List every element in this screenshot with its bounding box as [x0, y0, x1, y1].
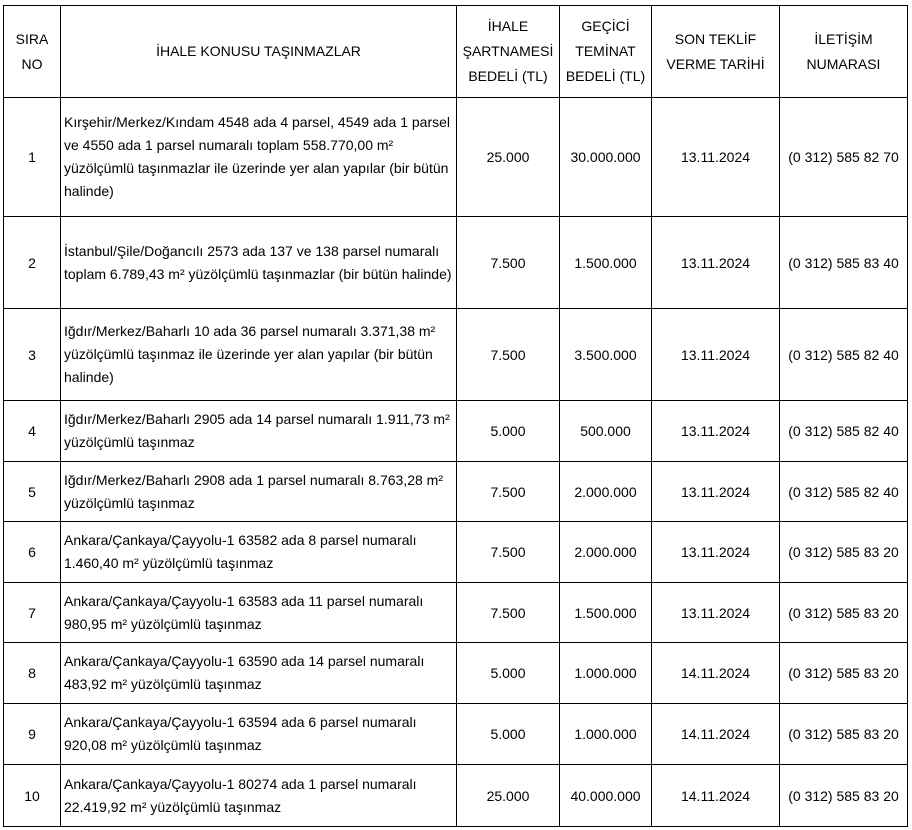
row-deadline: 14.11.2024 [652, 704, 780, 765]
row-phone: (0 312) 585 82 70 [780, 98, 908, 217]
table-row [4, 765, 908, 827]
row-deposit: 40.000.000 [560, 765, 652, 827]
row-phone: (0 312) 585 82 40 [780, 462, 908, 522]
row-sartname-fee: 7.500 [457, 217, 560, 309]
row-deadline: 13.11.2024 [652, 401, 780, 462]
row-deposit: 2.000.000 [560, 462, 652, 522]
row-deposit: 1.000.000 [560, 643, 652, 704]
row-no: 3 [4, 309, 61, 401]
row-deadline: 13.11.2024 [652, 522, 780, 583]
row-deadline: 13.11.2024 [652, 217, 780, 309]
row-phone: (0 312) 585 83 20 [780, 583, 908, 643]
tender-table [3, 5, 908, 827]
header-sartname: İHALE ŞARTNAMESİ BEDELİ (TL) [457, 6, 560, 98]
row-phone: (0 312) 585 82 40 [780, 309, 908, 401]
row-deadline: 13.11.2024 [652, 462, 780, 522]
row-phone: (0 312) 585 83 20 [780, 522, 908, 583]
row-description: Ankara/Çankaya/Çayyolu-1 63582 ada 8 parsel numaralı 1.460,40 m² yüzölçümlü taşınmaz [61, 522, 457, 583]
header-row [4, 6, 908, 98]
row-no: 8 [4, 643, 61, 704]
row-no: 5 [4, 462, 61, 522]
row-deposit: 1.000.000 [560, 704, 652, 765]
table-row [4, 522, 908, 583]
table-row [4, 401, 908, 462]
table-row [4, 98, 908, 217]
row-no: 10 [4, 765, 61, 827]
row-phone: (0 312) 585 83 20 [780, 765, 908, 827]
row-sartname-fee: 7.500 [457, 522, 560, 583]
row-sartname-fee: 7.500 [457, 583, 560, 643]
header-konu: İHALE KONUSU TAŞINMAZLAR [61, 6, 457, 98]
row-sartname-fee: 7.500 [457, 309, 560, 401]
row-deposit: 1.500.000 [560, 217, 652, 309]
row-description: Iğdır/Merkez/Baharlı 10 ada 36 parsel numaralı 3.371,38 m² yüzölçümlü taşınmaz ile üzerinde yer alan yapılar (bir bütün halinde) [61, 309, 457, 401]
row-phone: (0 312) 585 82 40 [780, 401, 908, 462]
header-iletisim: İLETİŞİM NUMARASI [780, 6, 908, 98]
row-description: Iğdır/Merkez/Baharlı 2908 ada 1 parsel numaralı 8.763,28 m² yüzölçümlü taşınmaz [61, 462, 457, 522]
row-deadline: 13.11.2024 [652, 98, 780, 217]
table-row [4, 462, 908, 522]
row-phone: (0 312) 585 83 20 [780, 704, 908, 765]
row-phone: (0 312) 585 83 40 [780, 217, 908, 309]
row-deadline: 14.11.2024 [652, 765, 780, 827]
row-description: Iğdır/Merkez/Baharlı 2905 ada 14 parsel numaralı 1.911,73 m² yüzölçümlü taşınmaz [61, 401, 457, 462]
row-no: 6 [4, 522, 61, 583]
row-sartname-fee: 25.000 [457, 98, 560, 217]
row-deposit: 1.500.000 [560, 583, 652, 643]
row-sartname-fee: 5.000 [457, 704, 560, 765]
header-tarih: SON TEKLİF VERME TARİHİ [652, 6, 780, 98]
table-row [4, 704, 908, 765]
row-deadline: 14.11.2024 [652, 643, 780, 704]
row-sartname-fee: 5.000 [457, 401, 560, 462]
row-no: 2 [4, 217, 61, 309]
row-description: Kırşehir/Merkez/Kındam 4548 ada 4 parsel, 4549 ada 1 parsel ve 4550 ada 1 parsel numaralı toplam 558.770,00 m² yüzölçümlü taşınmazlar ile üzerinde yer alan yapılar (bir bütün halinde) [61, 98, 457, 217]
row-sartname-fee: 7.500 [457, 462, 560, 522]
row-description: Ankara/Çankaya/Çayyolu-1 63594 ada 6 parsel numaralı 920,08 m² yüzölçümlü taşınmaz [61, 704, 457, 765]
row-sartname-fee: 25.000 [457, 765, 560, 827]
row-deposit: 2.000.000 [560, 522, 652, 583]
row-deposit: 3.500.000 [560, 309, 652, 401]
header-teminat: GEÇİCİ TEMİNAT BEDELİ (TL) [560, 6, 652, 98]
row-description: Ankara/Çankaya/Çayyolu-1 80274 ada 1 parsel numaralı 22.419,92 m² yüzölçümlü taşınmaz [61, 765, 457, 827]
row-phone: (0 312) 585 83 20 [780, 643, 908, 704]
table-row [4, 217, 908, 309]
row-deadline: 13.11.2024 [652, 309, 780, 401]
row-sartname-fee: 5.000 [457, 643, 560, 704]
row-description: Ankara/Çankaya/Çayyolu-1 63590 ada 14 parsel numaralı 483,92 m² yüzölçümlü taşınmaz [61, 643, 457, 704]
table-row [4, 309, 908, 401]
table-row [4, 643, 908, 704]
row-description: İstanbul/Şile/Doğancılı 2573 ada 137 ve 138 parsel numaralı toplam 6.789,43 m² yüzölçümlü taşınmazlar (bir bütün halinde) [61, 217, 457, 309]
table-row [4, 583, 908, 643]
row-deposit: 30.000.000 [560, 98, 652, 217]
row-no: 4 [4, 401, 61, 462]
row-no: 9 [4, 704, 61, 765]
row-deposit: 500.000 [560, 401, 652, 462]
row-description: Ankara/Çankaya/Çayyolu-1 63583 ada 11 parsel numaralı 980,95 m² yüzölçümlü taşınmaz [61, 583, 457, 643]
row-no: 1 [4, 98, 61, 217]
row-no: 7 [4, 583, 61, 643]
row-deadline: 13.11.2024 [652, 583, 780, 643]
header-sira: SIRA NO [4, 6, 61, 98]
